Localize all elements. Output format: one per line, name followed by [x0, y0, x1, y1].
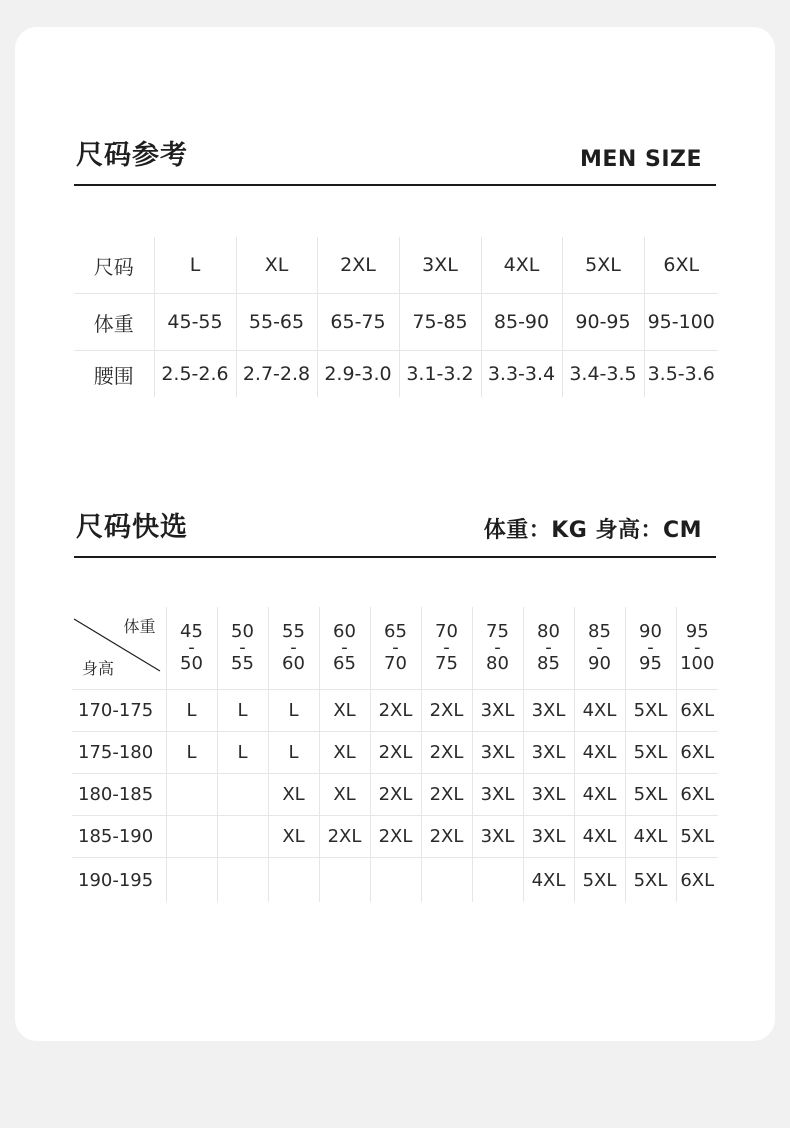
size-cell: 5XL: [676, 816, 718, 858]
reference-cell: 3.5-3.6: [644, 351, 718, 398]
weight-range-header: [217, 607, 268, 690]
weight-range-header: [625, 607, 676, 690]
size-cell: [217, 774, 268, 816]
size-cell: 3XL: [523, 690, 574, 732]
reference-row: [74, 294, 718, 351]
reference-cell: 3.1-3.2: [399, 351, 481, 398]
height-range-label: 175-180: [72, 732, 166, 774]
weight-from: 70: [435, 621, 458, 642]
height-range-label: 185-190: [72, 816, 166, 858]
reference-cell: L: [154, 237, 236, 294]
weight-from: 90: [639, 621, 662, 642]
size-cell: XL: [268, 816, 319, 858]
weight-range-header: [268, 607, 319, 690]
quick-select-table: [72, 607, 718, 902]
size-cell: 3XL: [472, 774, 523, 816]
reference-cell: 75-85: [399, 294, 481, 351]
reference-cell: 90-95: [562, 294, 644, 351]
size-cell: 5XL: [574, 858, 625, 903]
weight-from: 65: [384, 621, 407, 642]
weight-from: 55: [282, 621, 305, 642]
reference-cell: 6XL: [644, 237, 718, 294]
weight-range-header: [523, 607, 574, 690]
weight-range-header: [676, 607, 718, 690]
size-cell: 2XL: [370, 690, 421, 732]
height-row: [72, 774, 718, 816]
size-cell: XL: [319, 774, 370, 816]
size-cell: 4XL: [625, 816, 676, 858]
weight-from: 85: [588, 621, 611, 642]
size-cell: 5XL: [625, 732, 676, 774]
reference-row-label: 体重: [74, 294, 154, 351]
quick-select-header: [74, 512, 716, 558]
weight-to: 60: [282, 653, 305, 674]
size-cell: 2XL: [421, 816, 472, 858]
weight-to: 70: [384, 653, 407, 674]
reference-row: [74, 237, 718, 294]
height-range-label: 190-195: [78, 869, 154, 891]
size-cell: 3XL: [472, 816, 523, 858]
reference-cell: 55-65: [236, 294, 317, 351]
reference-cell: 3.3-3.4: [481, 351, 562, 398]
size-cell: [370, 858, 421, 903]
weight-from: 95: [685, 621, 709, 642]
size-cell: 4XL: [574, 816, 625, 858]
reference-cell: 4XL: [481, 237, 562, 294]
weight-from: 60: [333, 621, 356, 642]
size-cell: L: [268, 732, 319, 774]
size-cell: 6XL: [676, 858, 718, 903]
weight-header-row: [72, 607, 718, 690]
size-cell: L: [166, 732, 217, 774]
size-cell: L: [166, 690, 217, 732]
weight-range-header: [166, 607, 217, 690]
weight-sep: -: [545, 637, 552, 658]
size-cell: [421, 858, 472, 903]
height-range-label: 170-175: [72, 690, 166, 732]
size-cell: 2XL: [421, 690, 472, 732]
reference-cell: 2XL: [317, 237, 399, 294]
reference-cell: 3.4-3.5: [562, 351, 644, 398]
size-cell: [217, 816, 268, 858]
reference-cell: 5XL: [562, 237, 644, 294]
weight-sep: -: [494, 637, 501, 658]
reference-row-label: 腰围: [93, 363, 134, 388]
weight-to: 100: [680, 653, 715, 674]
weight-from: 45: [180, 621, 203, 642]
height-range-label: 180-185: [72, 774, 166, 816]
size-cell: 3XL: [472, 690, 523, 732]
size-cell: 3XL: [523, 732, 574, 774]
reference-cell: XL: [236, 237, 317, 294]
size-cell: 5XL: [625, 774, 676, 816]
weight-sep: -: [290, 637, 297, 658]
size-cell: 3XL: [472, 732, 523, 774]
size-cell: 5XL: [625, 690, 676, 732]
weight-to: 95: [639, 653, 662, 674]
size-cell: 6XL: [676, 774, 718, 816]
units-label: 体重：KG 身高：CM: [483, 518, 702, 543]
size-cell: [166, 858, 217, 903]
size-cell: [319, 858, 370, 903]
weight-sep: -: [239, 637, 246, 658]
size-cell: L: [217, 690, 268, 732]
size-cell: [166, 816, 217, 858]
size-cell: 4XL: [574, 774, 625, 816]
height-row: [72, 732, 718, 774]
weight-sep: -: [694, 637, 701, 658]
weight-to: 50: [180, 653, 203, 674]
weight-from: 75: [486, 621, 509, 642]
weight-to: 75: [435, 653, 458, 674]
reference-cell: 3XL: [399, 237, 481, 294]
weight-sep: -: [341, 637, 348, 658]
size-cell: 2XL: [370, 816, 421, 858]
weight-range-header: [574, 607, 625, 690]
size-cell: 2XL: [370, 732, 421, 774]
size-cell: 2XL: [319, 816, 370, 858]
weight-sep: -: [188, 637, 195, 658]
weight-range-header: [319, 607, 370, 690]
weight-to: 85: [537, 653, 560, 674]
size-cell: XL: [319, 690, 370, 732]
size-cell: 5XL: [625, 858, 676, 903]
weight-range-header: [421, 607, 472, 690]
size-cell: [166, 774, 217, 816]
weight-to: 90: [588, 653, 611, 674]
weight-from: 80: [537, 621, 560, 642]
size-cell: 2XL: [421, 732, 472, 774]
size-cell: XL: [319, 732, 370, 774]
size-cell: [472, 858, 523, 903]
height-axis-label: 身高: [82, 659, 115, 678]
weight-range-header: [472, 607, 523, 690]
corner-cell: [72, 607, 166, 690]
size-cell: L: [217, 732, 268, 774]
height-row: [72, 858, 718, 903]
weight-range-header: [370, 607, 421, 690]
size-cell: 2XL: [370, 774, 421, 816]
reference-cell: 95-100: [644, 294, 718, 351]
reference-cell: 85-90: [481, 294, 562, 351]
weight-sep: -: [443, 637, 450, 658]
reference-title: 尺码参考: [76, 140, 188, 171]
size-cell: 4XL: [523, 858, 574, 903]
weight-sep: -: [647, 637, 654, 658]
reference-cell: 65-75: [317, 294, 399, 351]
reference-header: [74, 140, 716, 186]
reference-cell: 2.7-2.8: [236, 351, 317, 398]
size-cell: 4XL: [574, 690, 625, 732]
weight-axis-label: 体重: [123, 617, 156, 636]
reference-row-label: 尺码: [74, 237, 154, 294]
weight-to: 65: [333, 653, 356, 674]
size-cell: L: [268, 690, 319, 732]
height-row: [72, 816, 718, 858]
weight-sep: -: [596, 637, 603, 658]
size-cell: [217, 858, 268, 903]
reference-cell: 45-55: [154, 294, 236, 351]
reference-row: [74, 351, 718, 398]
size-cell: 3XL: [523, 774, 574, 816]
size-cell: 4XL: [574, 732, 625, 774]
size-cell: 6XL: [676, 732, 718, 774]
size-cell: [268, 858, 319, 903]
reference-cell: 2.9-3.0: [317, 351, 399, 398]
weight-to: 55: [231, 653, 254, 674]
weight-sep: -: [392, 637, 399, 658]
weight-from: 50: [231, 621, 254, 642]
height-row: [72, 690, 718, 732]
weight-to: 80: [486, 653, 509, 674]
size-cell: 2XL: [421, 774, 472, 816]
size-cell: 6XL: [676, 690, 718, 732]
size-cell: XL: [268, 774, 319, 816]
size-cell: 3XL: [523, 816, 574, 858]
reference-cell: 2.5-2.6: [154, 351, 236, 398]
quick-select-title: 尺码快选: [76, 512, 188, 543]
size-reference-table: [74, 237, 718, 397]
men-size-label: MEN SIZE: [579, 147, 702, 172]
